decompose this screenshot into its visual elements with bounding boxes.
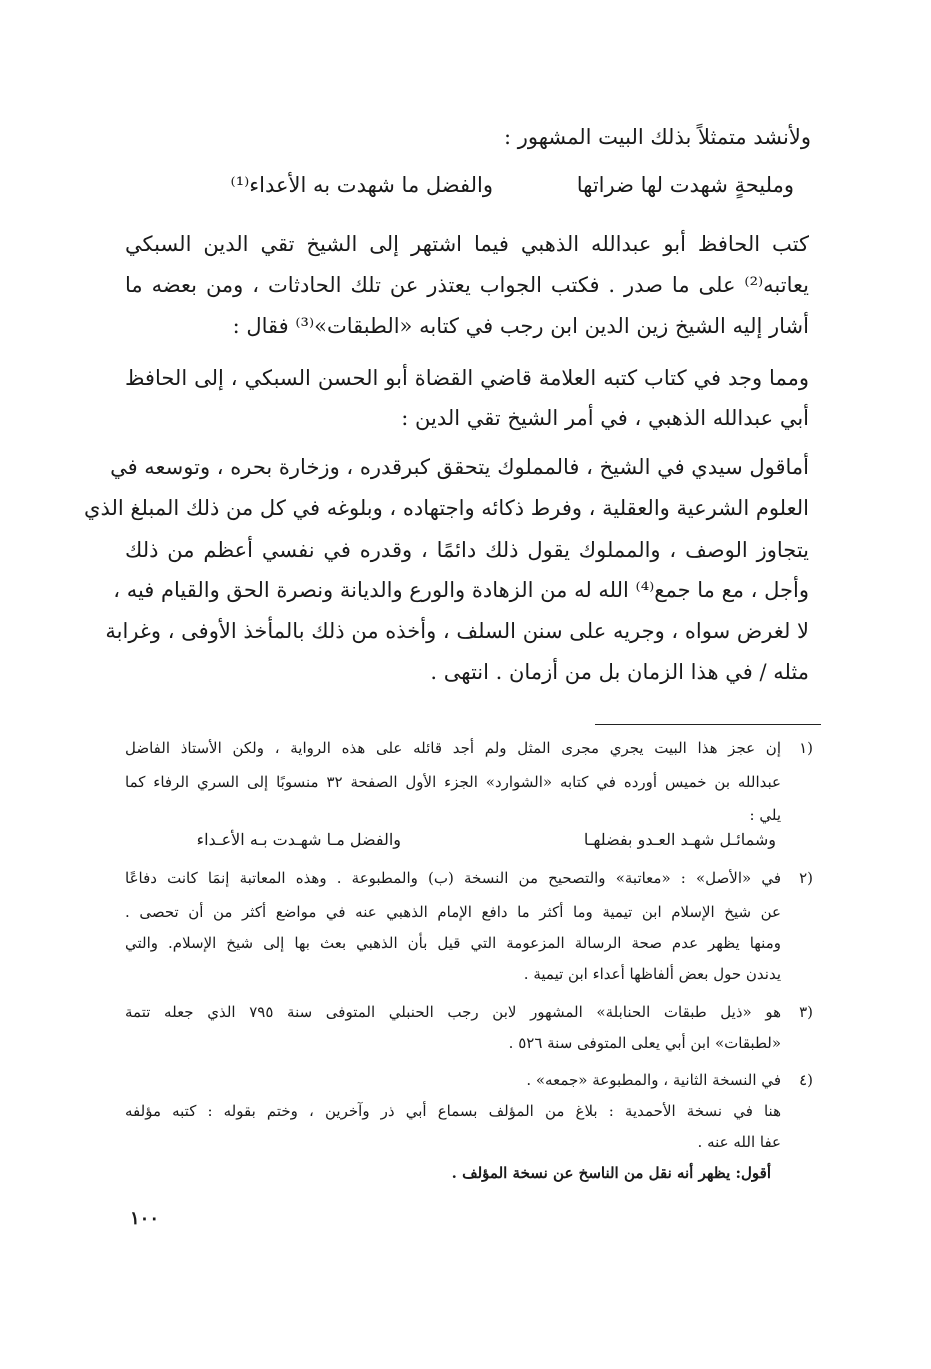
paragraph-2-line: ومما وجد في كتاب كتبه العلامة قاضي القضاة أبو الحسن السبكي ، إلى الحافظ <box>125 366 809 390</box>
footnote-1-verse-second: والفضل مـا شهـدت بـه الأعـداء <box>196 830 401 849</box>
footnote-2-line: عن شيخ الإسلام ابن تيمية وما أكثر ما دافع الإمام الذهبي عنه في مواضع أكثر من أن تحصى . <box>125 903 781 921</box>
footnote-4-line: عفا الله عنه . <box>697 1133 781 1151</box>
footnote-4-line: هنا في نسخة الأحمدية : بلاغ من المؤلف بسماع أبي ذر وآخرين ، وختم بقوله : كتبه مؤلفه <box>125 1102 781 1120</box>
paragraph-3-line: العلوم الشرعية والعقلية ، وفرط ذكائه واجتهاده ، وبلوغه في كل من ذلك المبلغ الذي <box>84 496 809 520</box>
paragraph-2-line: أبي عبدالله الذهبي ، في أمر الشيخ تقي الدين : <box>401 406 809 430</box>
footnote-1-line: عبدالله بن خميس أورده في كتابه «الشوارد» الجزء الأول الصفحة ٣٢ منسوبًا إلى السري الرفاء كما <box>125 773 781 791</box>
footnote-1-line: يلي : <box>749 806 781 824</box>
footnote-2-line: ومنها يظهر عدم صحة الرسالة المزعومة التي قيل بأن الذهبي بعث بها إلى شيخ الإسلام. والتي <box>125 934 781 952</box>
page-number: ١٠٠ <box>130 1208 160 1229</box>
footnote-2-line: يدندن حول بعض ألفاظها أعداء ابن تيمية . <box>523 965 781 983</box>
footnote-3-line: «لطبقات» ابن أبي يعلى المتوفى سنة ٥٢٦ . <box>508 1034 781 1052</box>
paragraph-1-line: يعاتبه⁽²⁾ على ما صدر . فكتب الجواب يعتذر عن تلك الحادثات ، ومن بعضه ما <box>125 273 809 297</box>
paragraph-3-line: يتجاوز الوصف ، والمملوك يقول ذلك دائمًا ، وقدره في نفسي أعظم من ذلك <box>125 538 809 562</box>
footnote-4-note: أقول: يظهر أنه نقل من الناسخ عن نسخة المؤلف . <box>451 1164 771 1182</box>
intro-line: ولأنشد متمثلاً بذلك البيت المشهور : <box>503 125 811 149</box>
verse-first-hemistich: ومليحةٍ شهدت لها ضراتها <box>576 173 794 197</box>
paragraph-3-line: أماقول سيدي في الشيخ ، فالمملوك يتحقق كبرقدره ، وزخارة بحره ، وتوسعه في <box>110 455 809 479</box>
paragraph-1-line: أشار إليه الشيخ زين الدين ابن رجب في كتابه «الطبقات»⁽³⁾ فقال : <box>232 314 809 338</box>
footnote-1-verse-first: وشمائـل شهـد العـدو بفضلهـا <box>583 830 776 849</box>
footnote-3-number: (٣ <box>799 1003 813 1021</box>
paragraph-1-line: كتب الحافظ أبو عبدالله الذهبي فيما اشتهر إلى الشيخ تقي الدين السبكي <box>125 232 809 256</box>
footnote-4-line: في النسخة الثانية ، والمطبوعة «جمعه» . <box>526 1071 781 1089</box>
footnote-3-line: هو «ذيل طبقات الحنابلة» المشهور لابن رجب الحنبلي المتوفى سنة ٧٩٥ الذي جعله تتمة <box>125 1003 781 1021</box>
footnote-1-number: (١ <box>799 739 813 757</box>
footnote-4-number: (٤ <box>799 1071 813 1089</box>
footnote-2-number: (٢ <box>799 869 813 887</box>
paragraph-3-line: وأجل ، مع ما جمع⁽⁴⁾ الله له من الزهادة والورع والديانة ونصرة الحق والقيام فيه ، <box>113 578 809 602</box>
footnote-2-line: في «الأصل» : «معاتبة» والتصحيح من النسخة (ب) والمطبوعة . وهذه المعاتبة إنمَا كانت دفاعًا <box>125 869 781 887</box>
footnote-1-line: إن عجز هذا البيت يجري مجرى المثل ولم أجد قائله على هذه الرواية ، ولكن الأستاذ الفاضل <box>125 739 781 757</box>
footnote-separator <box>595 724 821 725</box>
paragraph-3-line: مثله / في هذا الزمان بل من أزمان . انتهى . <box>430 660 809 684</box>
verse-second-hemistich: والفضل ما شهدت به الأعداء⁽¹⁾ <box>230 173 493 197</box>
paragraph-3-line: لا لغرض سواه ، وجريه على سنن السلف ، وأخذه من ذلك بالمأخذ الأوفى ، وغرابة <box>105 619 809 643</box>
